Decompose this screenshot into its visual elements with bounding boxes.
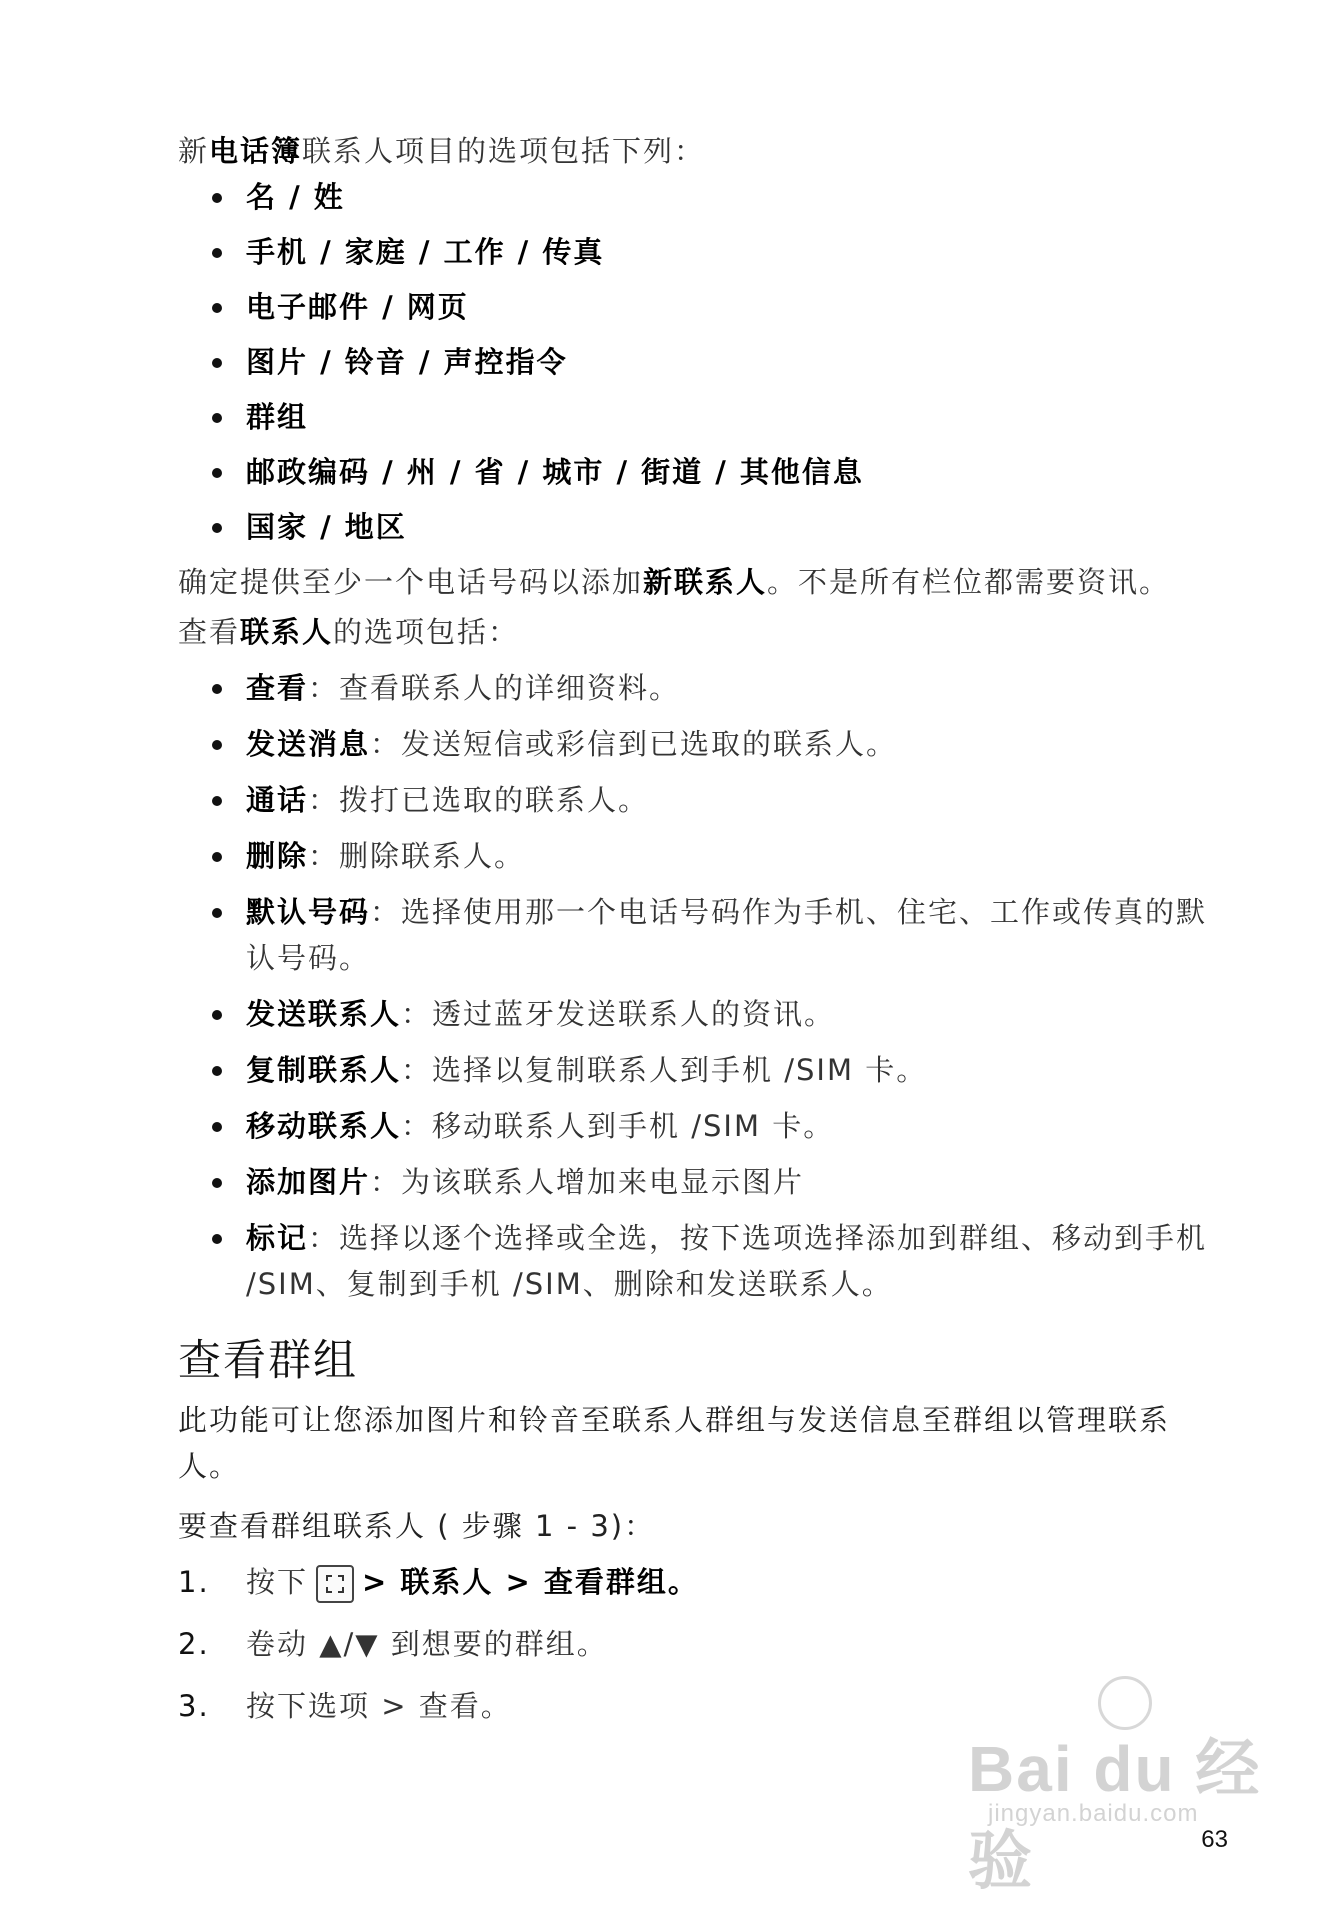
option-desc: ：为该联系人增加来电显示图片: [370, 1165, 805, 1199]
list-item: 图片 / 铃音 / 声控指令: [178, 339, 1218, 385]
menu-key-icon: [316, 1565, 354, 1603]
document-page: [178, 128, 1218, 1745]
option-term: 移动联系人: [246, 1109, 402, 1143]
intro-paragraph: [178, 128, 1218, 174]
step-number: 3.: [178, 1689, 210, 1723]
option-desc: ：透过蓝牙发送联系人的资讯。: [401, 997, 836, 1031]
contacts-term: 联系人: [240, 615, 334, 649]
option-term: 发送联系人: [246, 997, 402, 1031]
list-item: [178, 1159, 1218, 1205]
watermark-url: jingyan.baidu.com: [988, 1800, 1199, 1827]
steps-list: [178, 1559, 1218, 1729]
note-suffix: 。不是所有栏位都需要资讯。: [767, 565, 1171, 599]
list-item: [178, 721, 1218, 767]
list-item: 邮政编码 / 州 / 省 / 城市 / 街道 / 其他信息: [178, 449, 1218, 495]
step-number: 1.: [178, 1565, 210, 1599]
list-item: [178, 1103, 1218, 1149]
list-item: 国家 / 地区: [178, 504, 1218, 550]
view-intro-suffix: 的选项包括：: [333, 615, 520, 649]
phonebook-term: 电话簿: [209, 134, 303, 168]
option-desc: ：发送短信或彩信到已选取的联系人。: [370, 727, 898, 761]
list-item: [178, 777, 1218, 823]
section-description: 此功能可让您添加图片和铃音至联系人群组与发送信息至群组以管理联系人。: [178, 1403, 1171, 1483]
contact-options-list: [178, 665, 1218, 1307]
section-heading: 查看群组: [178, 1336, 358, 1386]
list-item: [178, 1215, 1218, 1307]
option-desc: ：选择以复制联系人到手机 /SIM 卡。: [401, 1053, 928, 1087]
list-item: [178, 1047, 1218, 1093]
list-item: [178, 889, 1218, 981]
option-term: 默认号码: [246, 895, 371, 929]
view-intro-prefix: 查看: [178, 615, 241, 649]
step-item: [178, 1621, 1218, 1667]
page-number: 63: [1201, 1826, 1228, 1853]
view-intro-paragraph: [178, 609, 1218, 655]
paw-icon: [1098, 1676, 1152, 1730]
intro-prefix: 新: [178, 134, 210, 168]
contact-fields-list: [178, 174, 1218, 550]
step-item: [178, 1559, 1218, 1605]
list-item: [178, 991, 1218, 1037]
option-term: 发送消息: [246, 727, 371, 761]
step-prefix: 按下: [246, 1565, 309, 1599]
step-text: 卷动 ▲/▼ 到想要的群组。: [246, 1627, 608, 1661]
list-item: 群组: [178, 394, 1218, 440]
option-term: 删除: [246, 839, 309, 873]
option-desc: ：拨打已选取的联系人。: [308, 783, 650, 817]
steps-intro: 要查看群组联系人 ( 步骤 1 - 3)：: [178, 1509, 656, 1543]
option-term: 标记: [246, 1221, 309, 1255]
step-text: 按下选项 > 查看。: [246, 1689, 512, 1723]
note-prefix: 确定提供至少一个电话号码以添加: [178, 565, 644, 599]
list-item: 电子邮件 / 网页: [178, 284, 1218, 330]
list-item: [178, 665, 1218, 711]
watermark-logo: Bai du 经验: [968, 1733, 1262, 1897]
option-desc: ：删除联系人。: [308, 839, 526, 873]
option-desc: ：选择使用那一个电话号码作为手机、住宅、工作或传真的默认号码。: [246, 895, 1208, 975]
option-term: 复制联系人: [246, 1053, 402, 1087]
step-suffix: > 联系人 > 查看群组。: [362, 1565, 699, 1599]
list-item: [178, 833, 1218, 879]
option-term: 通话: [246, 783, 309, 817]
option-desc: ：移动联系人到手机 /SIM 卡。: [401, 1109, 835, 1143]
option-desc: ：选择以逐个选择或全选，按下选项选择添加到群组、移动到手机 /SIM、复制到手机 /SIM、删除和发送联系人。: [246, 1221, 1208, 1301]
option-term: 添加图片: [246, 1165, 371, 1199]
intro-suffix: 联系人项目的选项包括下列：: [302, 134, 706, 168]
list-item: 名 / 姓: [178, 174, 1218, 220]
step-number: 2.: [178, 1627, 210, 1661]
option-desc: ：查看联系人的详细资料。: [308, 671, 681, 705]
new-contact-term: 新联系人: [643, 565, 768, 599]
option-term: 查看: [246, 671, 309, 705]
note-paragraph: [178, 559, 1218, 605]
list-item: 手机 / 家庭 / 工作 / 传真: [178, 229, 1218, 275]
